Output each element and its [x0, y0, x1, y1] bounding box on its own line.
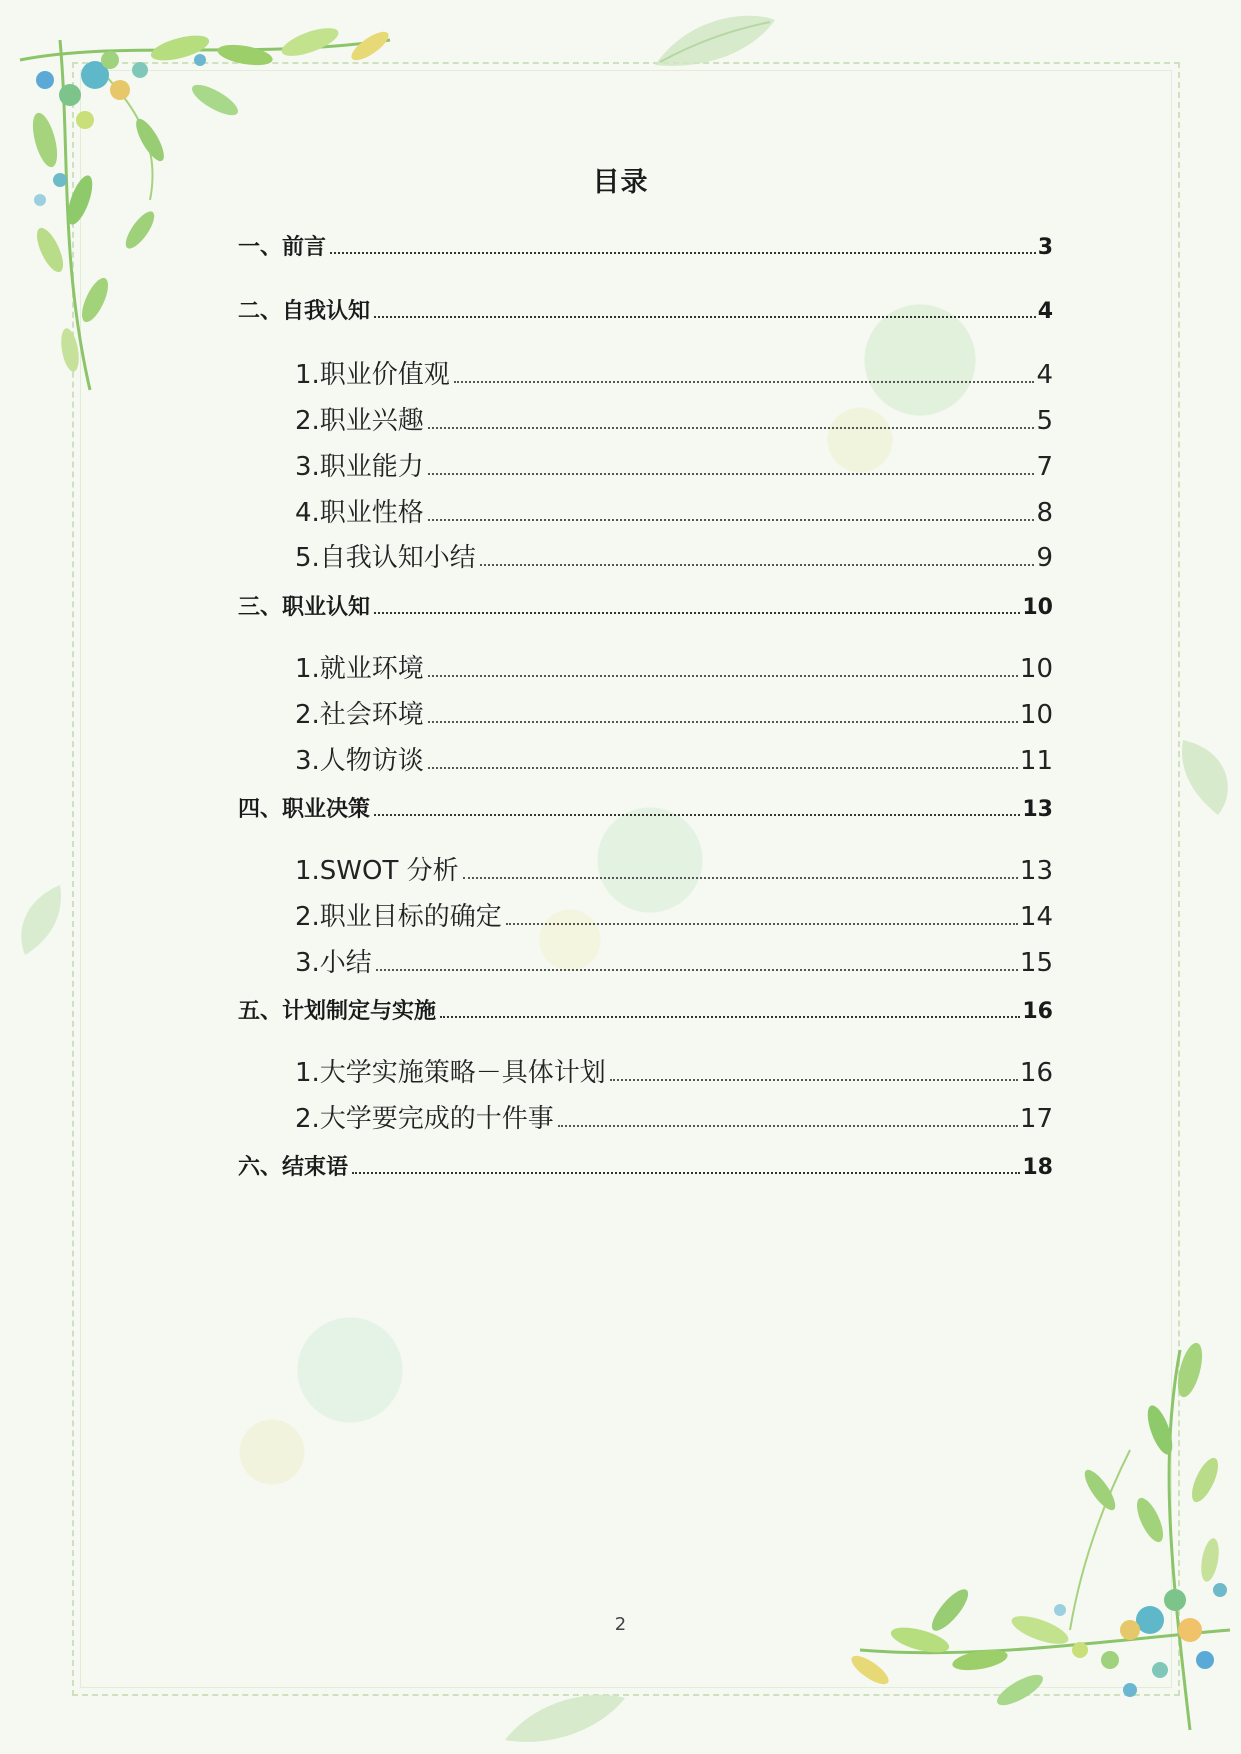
toc-leader-dots [440, 1016, 1020, 1018]
toc-entry[interactable] [295, 850, 1053, 887]
toc-entry[interactable] [238, 230, 1053, 261]
page-number: 2 [614, 1614, 627, 1635]
toc-entry-label: 3.人物访谈 [295, 746, 424, 776]
toc-entry-label: 四、职业决策 [238, 797, 371, 822]
toc-entry[interactable] [295, 492, 1053, 529]
toc-entry-page: 16 [1019, 1058, 1053, 1088]
leaf-bottom-accent-icon [500, 1690, 630, 1750]
toc-entry-label: 5.自我认知小结 [295, 543, 476, 573]
toc-leader-dots [428, 721, 1018, 723]
toc-entry-page: 13 [1022, 797, 1053, 822]
floral-corner-bottom-right-icon [830, 1330, 1241, 1754]
toc-entry-page: 10 [1019, 700, 1053, 730]
toc-entry-page: 10 [1019, 654, 1053, 684]
leaf-top-accent-icon [650, 10, 780, 70]
toc-leader-dots [463, 877, 1018, 879]
toc-entry-page: 4 [1036, 360, 1053, 390]
toc-entry[interactable] [295, 942, 1053, 979]
toc-entry[interactable] [295, 1052, 1053, 1089]
toc-entry[interactable] [295, 1098, 1053, 1135]
toc-entry[interactable] [295, 400, 1053, 437]
toc-leader-dots [506, 923, 1018, 925]
toc-entry-page: 4 [1037, 299, 1053, 324]
toc-leader-dots [352, 1172, 1020, 1174]
toc-entry-label: 一、前言 [238, 235, 327, 260]
toc-entry-page: 14 [1019, 902, 1053, 932]
toc-entry-page: 3 [1037, 235, 1053, 260]
toc-entry-page: 17 [1019, 1104, 1053, 1134]
toc-entry[interactable] [238, 792, 1053, 823]
toc-leader-dots [374, 814, 1020, 816]
toc-leader-dots [480, 564, 1035, 566]
toc-entry-label: 2.职业兴趣 [295, 406, 424, 436]
toc-entry-label: 五、计划制定与实施 [238, 999, 437, 1024]
toc-entry[interactable] [238, 994, 1053, 1025]
toc-leader-dots [428, 427, 1035, 429]
toc-entry[interactable] [295, 446, 1053, 483]
toc-entry-label: 2.职业目标的确定 [295, 902, 502, 932]
toc-leader-dots [558, 1125, 1018, 1127]
toc-entry-page: 7 [1036, 452, 1053, 482]
leaf-left-accent-icon [15, 880, 65, 960]
toc-entry-page: 8 [1036, 498, 1053, 528]
toc-leader-dots [428, 519, 1035, 521]
toc-entry-page: 15 [1019, 948, 1053, 978]
toc-entry-label: 1.大学实施策略－具体计划 [295, 1058, 606, 1088]
toc-entry-page: 13 [1019, 856, 1053, 886]
toc-leader-dots [374, 316, 1036, 318]
toc-entry-page: 5 [1036, 406, 1053, 436]
toc-entry[interactable] [295, 694, 1053, 731]
toc-entry[interactable] [295, 537, 1053, 574]
toc-entry-label: 1.职业价值观 [295, 360, 450, 390]
toc-entry-page: 9 [1036, 543, 1053, 573]
toc-entry-label: 1.就业环境 [295, 654, 424, 684]
toc-entry[interactable] [238, 1150, 1053, 1181]
toc-leader-dots [428, 473, 1035, 475]
toc-entry-label: 1.SWOT 分析 [295, 856, 459, 886]
toc-entry[interactable] [295, 896, 1053, 933]
toc-entry-page: 11 [1019, 746, 1053, 776]
toc-entry-label: 3.小结 [295, 948, 372, 978]
toc-entry-label: 4.职业性格 [295, 498, 424, 528]
toc-leader-dots [610, 1079, 1018, 1081]
toc-entry-page: 16 [1022, 999, 1053, 1024]
toc-leader-dots [428, 767, 1018, 769]
toc-entry[interactable] [295, 354, 1053, 391]
toc-entry[interactable] [238, 294, 1053, 325]
toc-leader-dots [454, 381, 1035, 383]
toc-leader-dots [330, 252, 1036, 254]
toc-entry-label: 二、自我认知 [238, 299, 371, 324]
toc-entry[interactable] [238, 590, 1053, 621]
toc-entry-page: 18 [1022, 1155, 1053, 1180]
toc-entry-page: 10 [1022, 595, 1053, 620]
toc-title: 目录 [592, 167, 649, 198]
toc-entry-label: 六、结束语 [238, 1155, 349, 1180]
toc-leader-dots [374, 612, 1020, 614]
toc-entry-label: 2.社会环境 [295, 700, 424, 730]
toc-entry-label: 2.大学要完成的十件事 [295, 1104, 554, 1134]
toc-leader-dots [428, 675, 1018, 677]
toc-entry[interactable] [295, 648, 1053, 685]
toc-leader-dots [376, 969, 1018, 971]
toc-entry-label: 3.职业能力 [295, 452, 424, 482]
toc-entry-label: 三、职业认知 [238, 595, 371, 620]
toc-entry[interactable] [295, 740, 1053, 777]
leaf-right-accent-icon [1178, 730, 1238, 820]
